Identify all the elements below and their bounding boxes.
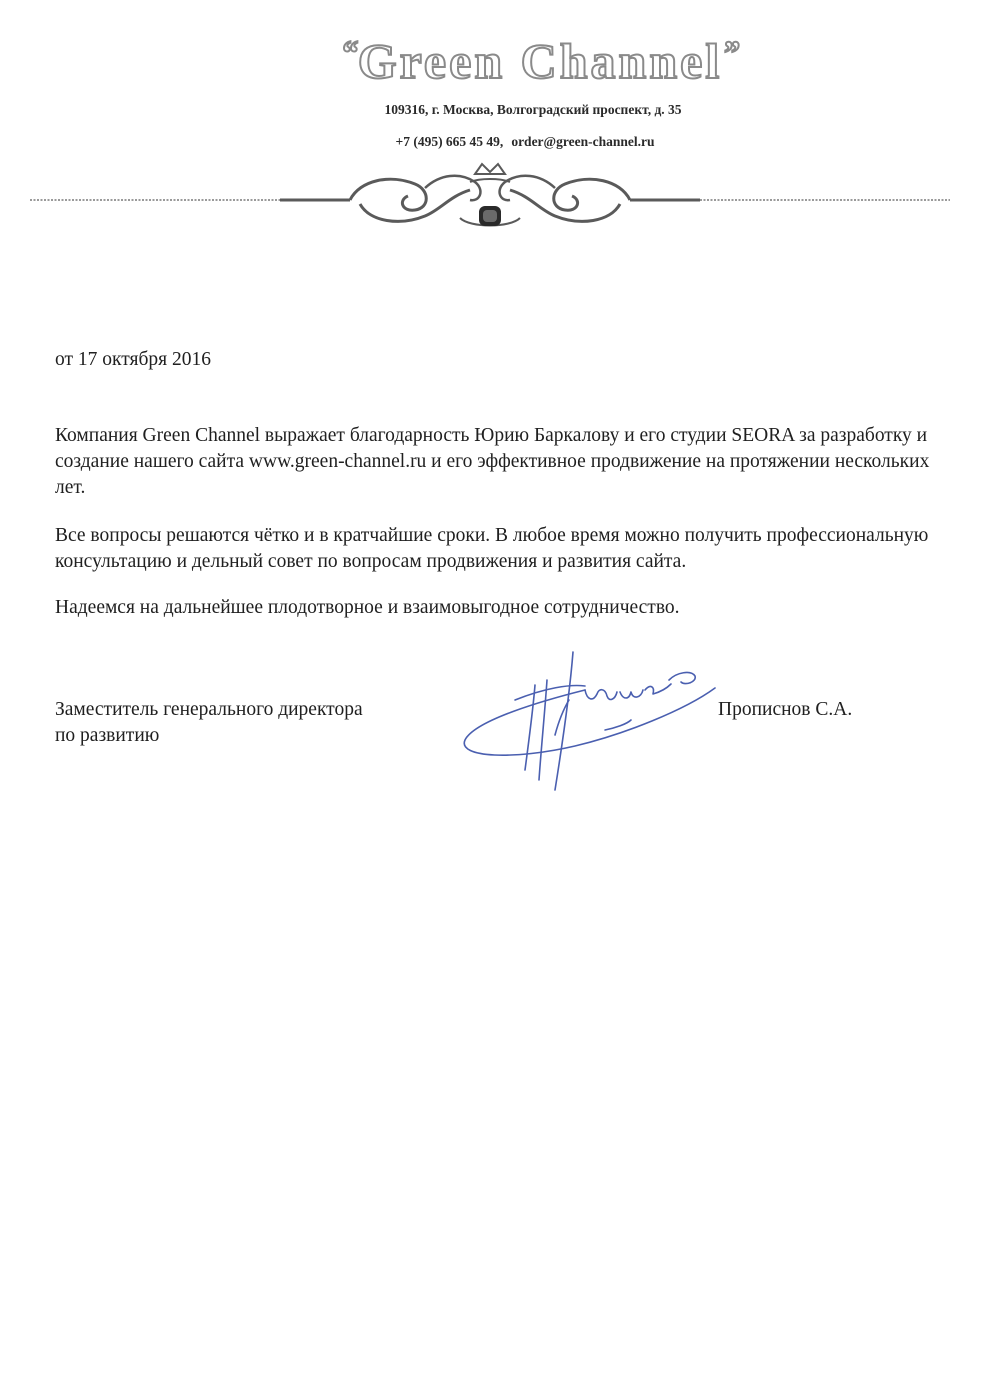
logo-company-name: Green Channel [357,33,723,89]
letterhead-address: 109316, г. Москва, Волгоградский проспект, д. 35 [384,102,682,117]
signatory-name: Прописнов С.А. [718,699,853,720]
handwritten-signature [455,640,725,800]
letter-paragraph-2: Все вопросы решаются чётко и в кратчайшие сроки. В любое время можно получить профессиональную консультацию и дельный совет по вопросам продвижения и развития сайта. [55,525,929,572]
company-logo [0,33,1000,89]
letter-date: от 17 октября 2016 [55,349,211,370]
letterhead-contacts [0,134,1000,150]
signatory-title-line-2: по развитию [55,725,160,746]
logo-open-quote: “ [340,35,358,72]
letter-paragraph-1: Компания Green Channel выражает благодарность Юрию Баркалову и его студии SEORA за разработку и создание нашего сайта www.green-channel.ru и его эффективное продвижение на протяжении нескольких лет. [55,425,930,498]
signatory-title-line-1: Заместитель генерального директора [55,699,363,720]
logo-close-quote: ” [722,35,740,72]
letterhead-email: order@green-channel.ru [511,134,655,149]
letter-paragraph-3: Надеемся на дальнейшее плодотворное и взаимовыгодное сотрудничество. [55,597,680,618]
letterhead-phone: +7 (495) 665 45 49, [395,134,504,149]
ornament-divider [30,160,950,240]
